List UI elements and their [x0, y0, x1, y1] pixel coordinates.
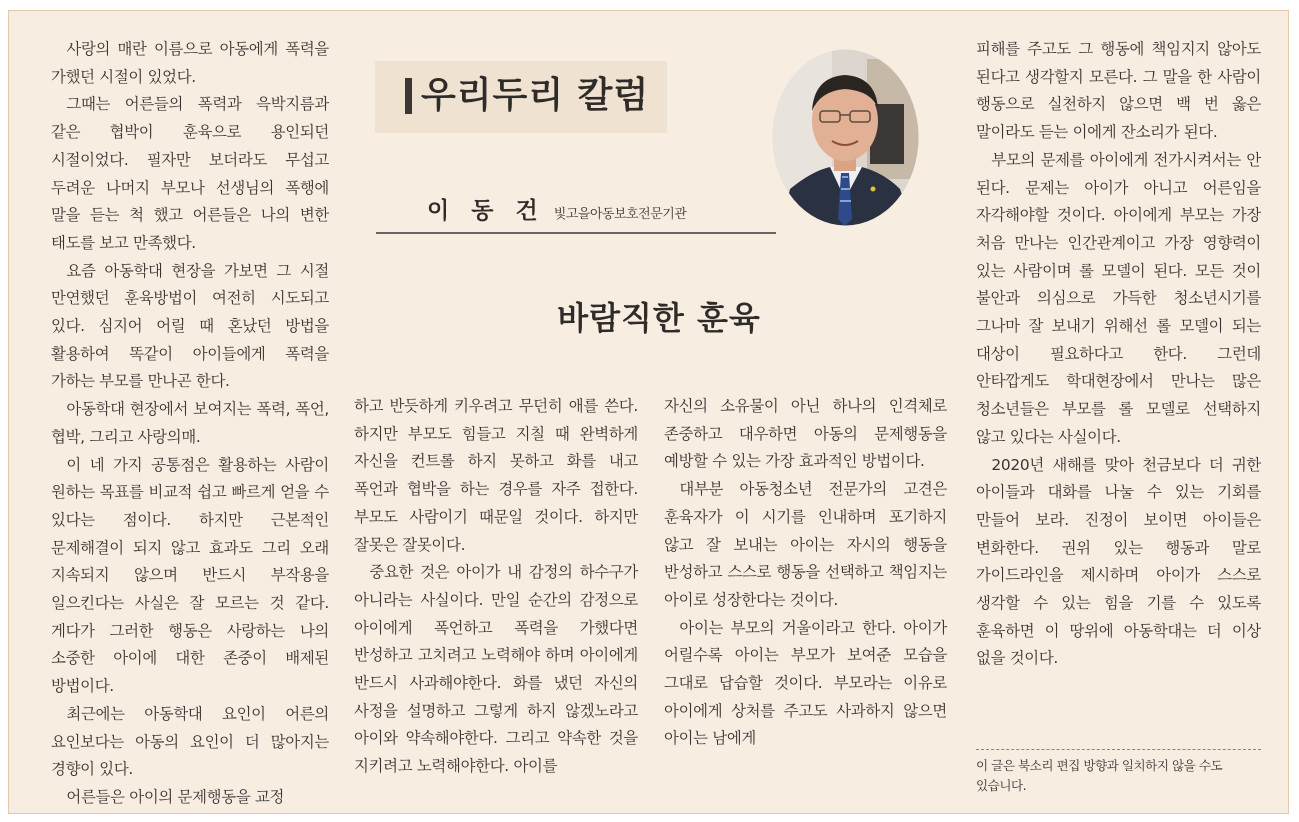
- byline-divider: [376, 232, 776, 234]
- paragraph: 이 네 가지 공통점은 활용하는 사람이 원하는 목표를 비교적 쉽고 빠르게 얻을 수 있다는 점이다. 하지만 근본적인 문제해결이 되지 않고 효과도 그리 오래 지속되지 않으며 반드시 부작용을 일으킨다는 사실은 잘 모르는 것 같다. 게다가 그러한 행동은 사랑하는 나의 소중한 아이에 대한 존중이 배제된 방법이다.: [51, 455, 329, 696]
- paragraph: 그때는 어른들의 폭력과 윽박지름과 같은 협박이 훈육으로 용인되던 시절이었다. 필자만 보더라도 무섭고 두려운 나머지 부모나 선생님의 폭행에 말을 듣는 척 했고 어른들은 나의 변한 태도를 보고 만족했다.: [51, 95, 329, 252]
- paragraph: 요즘 아동학대 현장을 가보면 그 시절 만연했던 훈육방법이 여전히 시도되고 있다. 심지어 어릴 때 혼났던 방법을 활용하여 똑같이 아이들에게 폭력을 가하는 부모를 만나곤 한다.: [51, 261, 329, 391]
- paragraph: 사랑의 매란 이름으로 아동에게 폭력을 가했던 시절이 있었다.: [51, 40, 329, 86]
- author-affiliation: 빛고을아동보호전문기관: [553, 207, 687, 222]
- paragraph: 대부분 아동청소년 전문가의 고견은 훈육자가 이 시기를 인내하며 포기하지 않고 잘 보내는 아이는 자시의 행동을 반성하고 스스로 행동을 선택하고 책임지는 아이로 성장한다는 것이다.: [664, 480, 947, 609]
- paragraph: 어른들은 아이의 문제행동을 교정: [66, 787, 285, 806]
- headline: 바람직한 훈육: [557, 299, 761, 337]
- column-title-box: [375, 61, 667, 133]
- article-column-3: [664, 393, 947, 753]
- disclaimer-divider: [976, 749, 1261, 750]
- paragraph: 최근에는 아동학대 요인이 어른의 요인보다는 아동의 요인이 더 많아지는 경향이 있다.: [51, 704, 329, 779]
- byline: [427, 192, 686, 225]
- paragraph: 하고 반듯하게 키우려고 무던히 애를 쓴다. 하지만 부모도 힘들고 지칠 때 완벽하게 자신을 컨트롤 하지 못하고 화를 내고 폭언과 협박을 하는 경우를 자주 접한다. 부모도 사람이기 때문일 것이다. 하지만 잘못은 잘못이다.: [354, 397, 638, 554]
- paragraph: 중요한 것은 아이가 내 감정의 하수구가 아니라는 사실이다. 만일 순간의 감정으로 아이에게 폭언하고 폭력을 가했다면 반성하고 고치려고 노력해야 하며 아이에게 반드시 사과해야한다. 화를 냈던 자신의 사정을 설명하고 그렇게 하지 않겠노라고 아이와 약속해야한다. 그리고 약속한 것을 지키려고 노력해야한다. 아이를: [354, 563, 638, 776]
- paragraph: 피해를 주고도 그 행동에 책임지지 않아도 된다고 생각할지 모른다. 그 말을 한 사람이 행동으로 실천하지 않으면 백 번 옳은 말이라도 듣는 이에게 잔소리가 된다.: [976, 40, 1261, 142]
- paragraph: 부모의 문제를 아이에게 전가시켜서는 안 된다. 문제는 아이가 아니고 어른임을 자각해야할 것이다. 아이에게 부모는 가장 처음 만나는 인간관계이고 가장 영향력이 있는 사람이며 롤 모델이 된다. 모든 것이 불안과 의심으로 가득한 청소년시기를 그나마 잘 보내기 위해선 롤 모델이 되는 대상이 필요하다고 한다. 그런데 안타깝게도 학대현장에서 만나는 많은 청소년들은 부모를 롤 모델로 선택하지 않고 있다는 사실이다.: [976, 150, 1261, 446]
- column-page: [8, 10, 1289, 814]
- article-column-2: [354, 393, 638, 781]
- paragraph: 2020년 새해를 맞아 천금보다 더 귀한 아이들과 대화를 나눌 수 있는 기회를 만들어 보라. 진정이 보이면 아이들은 변화한다. 권위 있는 행동과 말로 가이드라인을 제시하며 아이가 스스로 생각할 수 있는 힘을 기를 수 있도록 훈육하면 이 땅위에 아동학대는 더 이상 없을 것이다.: [976, 455, 1261, 668]
- paragraph: 아동학대 현장에서 보여지는 폭력, 폭언, 협박, 그리고 사랑의매.: [51, 400, 329, 446]
- article-column-4: [976, 36, 1261, 673]
- author-portrait: [772, 49, 919, 226]
- article-column-1: [51, 36, 329, 812]
- column-title: 우리두리 칼럼: [421, 74, 650, 116]
- editorial-disclaimer: 이 글은 북소리 편집 방향과 일치하지 않을 수도 있습니다.: [976, 758, 1223, 793]
- paragraph: 자신의 소유물이 아닌 하나의 인격체로 존중하고 대우하면 아동의 문제행동을 예방할 수 있는 가장 효과적인 방법이다.: [664, 397, 947, 471]
- title-bar-marker: [405, 78, 412, 114]
- paragraph: 아이는 부모의 거울이라고 한다. 아이가 어릴수록 아이는 부모가 보여준 모습을 그대로 답습할 것이다. 부모라는 이유로 아이에게 상처를 주고도 사과하지 않으면 아이는 남에게: [664, 618, 947, 748]
- author-name: 이 동 건: [427, 197, 545, 224]
